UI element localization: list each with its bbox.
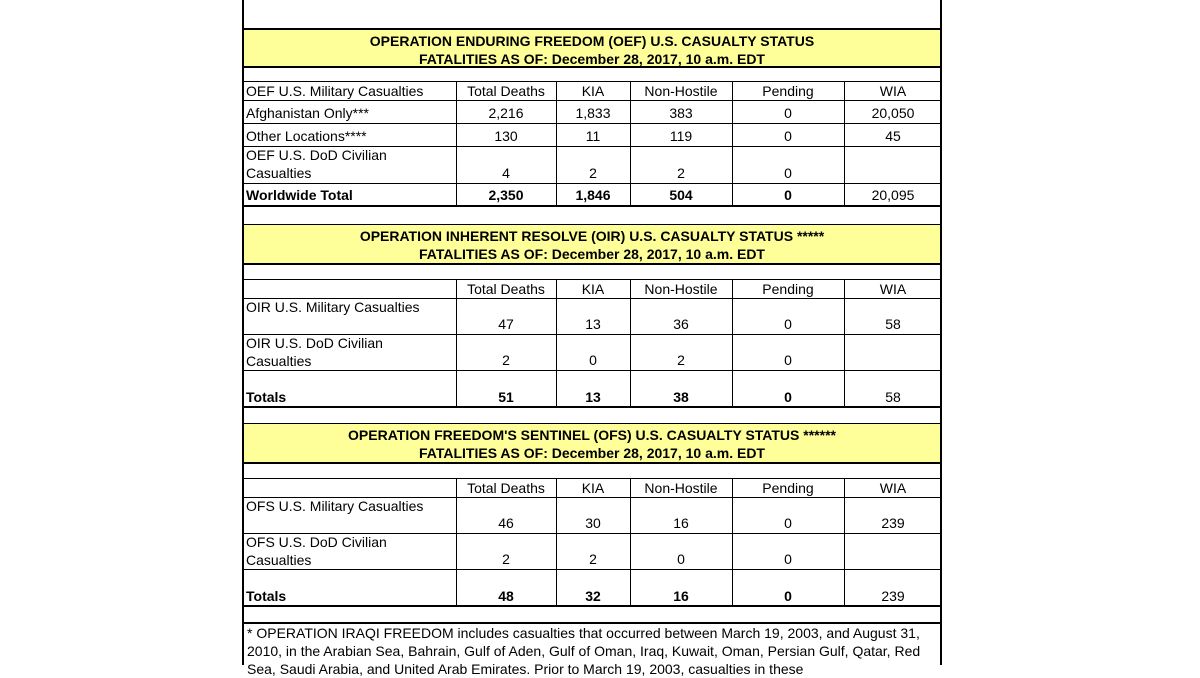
wia-value: 20,095 — [871, 187, 915, 203]
non-hostile-value: 2 — [677, 165, 685, 181]
non-hostile-value: 0 — [677, 551, 685, 567]
total-deaths-value: 46 — [498, 515, 514, 531]
pending-value: 0 — [784, 389, 792, 405]
row-label-line1: OFS U.S. DoD Civilian — [246, 534, 387, 550]
ofs-header — [244, 424, 940, 464]
kia-value: 1,846 — [575, 187, 611, 203]
oir-title: OPERATION INHERENT RESOLVE (OIR) U.S. CASUALTY STATUS ***** — [359, 228, 825, 244]
pending-value: 0 — [784, 551, 792, 567]
wia-value: 20,050 — [871, 105, 915, 121]
pending-value: 0 — [784, 588, 792, 604]
total-deaths-value: 130 — [494, 128, 518, 144]
oir-subtitle: FATALITIES AS OF: December 28, 2017, 10 a.m. EDT — [419, 246, 765, 262]
kia-value: 30 — [585, 515, 601, 531]
oir-col-kia: KIA — [581, 281, 605, 297]
oef-title: OPERATION ENDURING FREEDOM (OEF) U.S. CASUALTY STATUS — [369, 33, 815, 49]
pending-value: 0 — [784, 165, 792, 181]
kia-value: 11 — [585, 128, 601, 144]
oef-header — [244, 28, 940, 68]
kia-value: 1,833 — [575, 105, 611, 121]
row-label: Worldwide Total — [246, 187, 353, 203]
oir-col-wia: WIA — [879, 281, 907, 297]
kia-value: 0 — [589, 352, 597, 368]
non-hostile-value: 16 — [673, 588, 689, 604]
total-deaths-value: 47 — [498, 316, 514, 332]
wia-value: 239 — [881, 515, 905, 531]
ofs-col-pending: Pending — [762, 480, 814, 496]
total-deaths-value: 2 — [502, 352, 510, 368]
oef-col-wia: WIA — [879, 83, 907, 99]
total-deaths-value: 4 — [502, 165, 510, 181]
footnote: * OPERATION IRAQI FREEDOM includes casualties that occurred between March 19, 2003, and August 31, 2010, in the Arabian Sea, Bahrain, Gulf of Aden, Gulf of Oman, Iraq, Kuwait, Oman, Persian Gulf, Qatar, Red Sea, Saudi Arabia, and United Arab Emirates. Prior to March 19, 2003, casualties in these — [247, 625, 921, 677]
oef-subtitle: FATALITIES AS OF: December 28, 2017, 10 a.m. EDT — [419, 51, 765, 67]
pending-value: 0 — [784, 352, 792, 368]
pending-value: 0 — [784, 128, 792, 144]
row-label: Other Locations**** — [246, 128, 367, 144]
oir-header — [244, 225, 940, 265]
ofs-col-total-deaths: Total Deaths — [467, 480, 545, 496]
ofs-subtitle: FATALITIES AS OF: December 28, 2017, 10 a.m. EDT — [419, 445, 765, 461]
row-label-line1: OEF U.S. DoD Civilian — [246, 147, 387, 163]
kia-value: 13 — [585, 316, 601, 332]
non-hostile-value: 119 — [669, 128, 693, 144]
oef-col-kia: KIA — [581, 83, 605, 99]
row-label: Totals — [246, 389, 287, 405]
wia-value: 239 — [881, 588, 905, 604]
row-label: OFS U.S. Military Casualties — [246, 498, 424, 514]
total-deaths-value: 2,216 — [488, 105, 524, 121]
pending-value: 0 — [784, 105, 792, 121]
kia-value: 2 — [589, 551, 597, 567]
kia-value: 32 — [585, 588, 601, 604]
non-hostile-value: 16 — [673, 515, 689, 531]
oir-col-total-deaths: Total Deaths — [467, 281, 545, 297]
ofs-col-non-hostile: Non-Hostile — [644, 480, 718, 496]
row-label-line2: Casualties — [246, 165, 312, 181]
non-hostile-value: 504 — [669, 187, 693, 203]
row-label-line2: Casualties — [246, 353, 312, 369]
row-label-line1: OIR U.S. DoD Civilian — [246, 335, 383, 351]
total-deaths-value: 48 — [498, 588, 514, 604]
row-label: Totals — [246, 588, 287, 604]
total-deaths-value: 2,350 — [488, 187, 524, 203]
total-deaths-value: 51 — [498, 389, 514, 405]
oir-col-pending: Pending — [762, 281, 814, 297]
oef-col-label: OEF U.S. Military Casualties — [246, 83, 424, 99]
row-label: OIR U.S. Military Casualties — [246, 299, 420, 315]
non-hostile-value: 38 — [673, 389, 689, 405]
pending-value: 0 — [784, 316, 792, 332]
pending-value: 0 — [784, 187, 792, 203]
non-hostile-value: 36 — [673, 316, 689, 332]
ofs-col-wia: WIA — [879, 480, 907, 496]
total-deaths-value: 2 — [502, 551, 510, 567]
row-label-line2: Casualties — [246, 552, 312, 568]
ofs-col-kia: KIA — [581, 480, 605, 496]
wia-value: 45 — [885, 128, 901, 144]
wia-value: 58 — [885, 389, 901, 405]
non-hostile-value: 2 — [677, 352, 685, 368]
oef-col-pending: Pending — [762, 83, 814, 99]
casualty-status-document — [242, 0, 942, 677]
oef-col-non-hostile: Non-Hostile — [644, 83, 718, 99]
kia-value: 2 — [589, 165, 597, 181]
oef-col-total-deaths: Total Deaths — [467, 83, 545, 99]
row-label: Afghanistan Only*** — [246, 105, 369, 121]
non-hostile-value: 383 — [669, 105, 693, 121]
ofs-title: OPERATION FREEDOM'S SENTINEL (OFS) U.S. CASUALTY STATUS ****** — [348, 427, 836, 443]
oir-col-non-hostile: Non-Hostile — [644, 281, 718, 297]
wia-value: 58 — [885, 316, 901, 332]
pending-value: 0 — [784, 515, 792, 531]
kia-value: 13 — [585, 389, 601, 405]
